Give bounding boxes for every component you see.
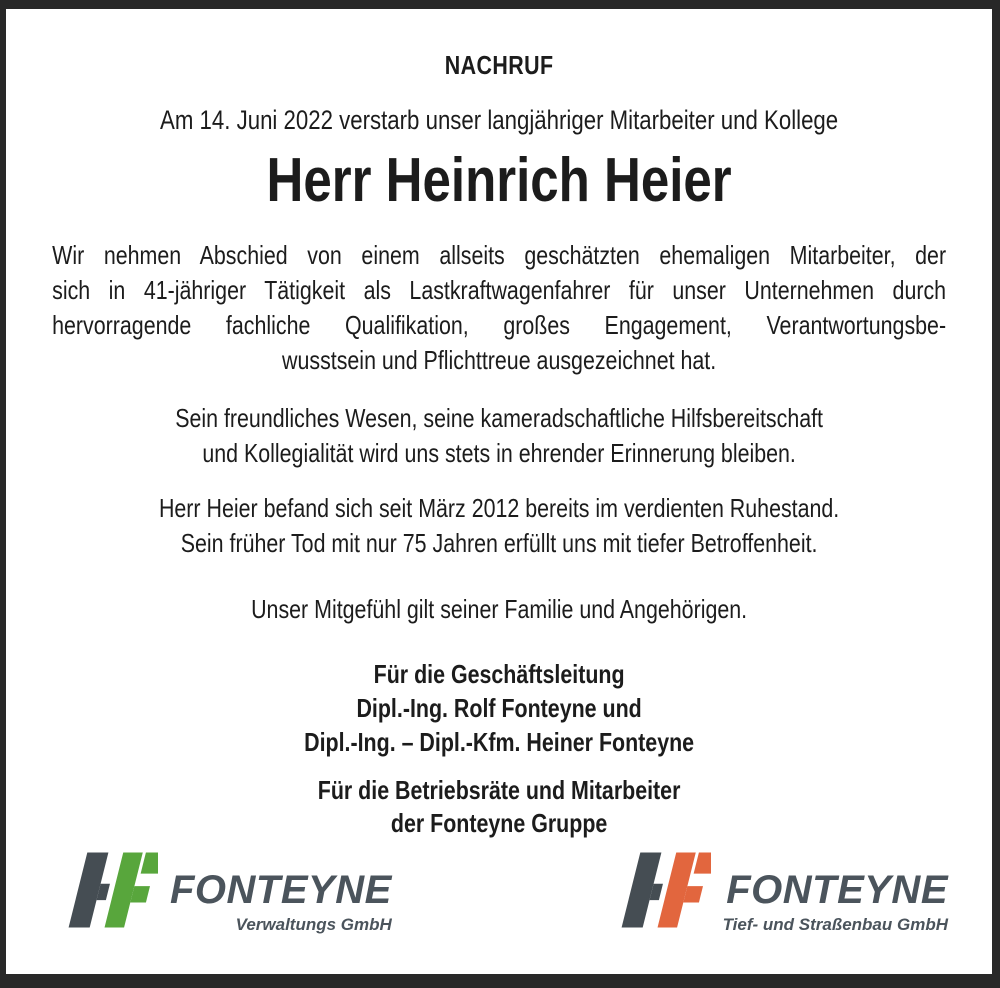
text-line: Dipl.-Ing. Rolf Fonteyne und xyxy=(356,693,642,723)
text-line: Für die Geschäftsleitung xyxy=(373,659,625,689)
logo-wordblock xyxy=(170,870,392,935)
text-line: der Fonteyne Gruppe xyxy=(390,808,608,838)
paragraph-3 xyxy=(52,491,946,561)
text-line: Sein früher Tod mit nur 75 Jahren erfüllt uns mit tiefer Betroffenheit. xyxy=(180,528,818,558)
brand-wordmark: FONTEYNE xyxy=(726,868,948,912)
logo-mark-f-top-arm xyxy=(693,853,710,874)
logo-wordblock xyxy=(723,870,948,935)
text-line: wusstsein und Pflichttreue ausgezeichnet hat. xyxy=(281,345,717,375)
company-logos-row xyxy=(6,842,992,960)
fonteyne-logo-mark-icon xyxy=(611,842,711,938)
text-line: Wir nehmen Abschied von einem allseits geschätzten ehemaligen Mitarbeiter, der xyxy=(52,240,946,270)
text-line: Dipl.-Ing. – Dipl.-Kfm. Heiner Fonteyne xyxy=(304,727,694,757)
text-line: hervorragende fachliche Qualifikation, großes Engagement, Verantwortungsbe- xyxy=(52,310,946,340)
text-line: Herr Heier befand sich seit März 2012 bereits im verdienten Ruhestand. xyxy=(158,493,840,523)
paragraph-2 xyxy=(52,401,946,471)
kicker-title: NACHRUF xyxy=(444,50,554,80)
logo-mark-f-top-arm xyxy=(141,853,158,874)
intro-line: Am 14. Juni 2022 verstarb unser langjähriger Mitarbeiter und Kollege xyxy=(159,105,839,135)
paragraph-4 xyxy=(52,592,946,627)
brand-subtitle: Tief- und Straßenbau GmbH xyxy=(722,915,948,934)
text-line: sich in 41-jähriger Tätigkeit als Lastkraftwagenfahrer für unser Unternehmen durch xyxy=(52,275,946,305)
text-line: Für die Betriebsräte und Mitarbeiter xyxy=(317,775,681,805)
brand-wordmark: FONTEYNE xyxy=(170,868,392,912)
notice-content xyxy=(6,51,992,840)
deceased-name: Herr Heinrich Heier xyxy=(266,146,732,215)
text-line: und Kollegialität wird uns stets in ehrender Erinnerung bleiben. xyxy=(202,438,796,468)
signature-block xyxy=(52,657,946,759)
brand-subtitle: Verwaltungs GmbH xyxy=(235,915,392,934)
text-line: Unser Mitgefühl gilt seiner Familie und Angehörigen. xyxy=(251,594,748,624)
closing-block xyxy=(52,774,946,840)
text-line: Sein freundliches Wesen, seine kameradschaftliche Hilfsbereitschaft xyxy=(175,403,823,433)
fonteyne-logo-mark-icon xyxy=(58,842,158,938)
logo-fonteyne-verwaltung xyxy=(58,842,392,938)
logo-fonteyne-tiefbau xyxy=(611,842,948,938)
paragraph-1 xyxy=(52,238,946,378)
